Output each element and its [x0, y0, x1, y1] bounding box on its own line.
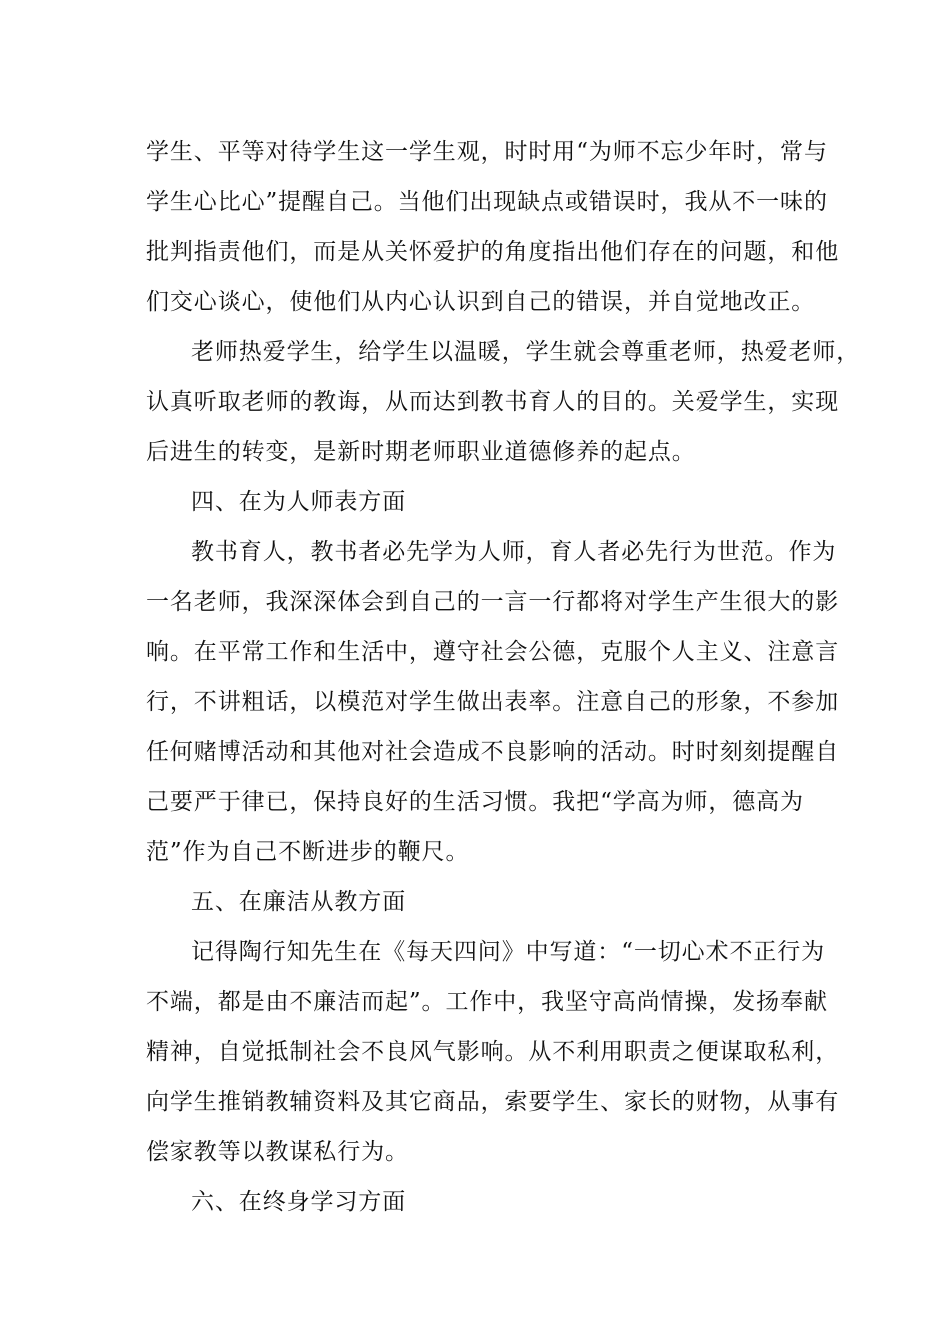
paragraph-line: 偿家教等以教谋私行为。 [146, 1139, 409, 1165]
paragraph-line: 认真听取老师的教诲，从而达到教书育人的目的。关爱学生，实现 [146, 389, 840, 415]
paragraph-line: 响。在平常工作和生活中，遵守社会公德，克服个人主义、注意言 [146, 639, 840, 665]
paragraph-line: 们交心谈心，使他们从内心认识到自己的错误，并自觉地改正。 [146, 289, 816, 315]
paragraph-line: 范”作为自己不断进步的鞭尺。 [146, 839, 470, 865]
paragraph-line: 教书育人，教书者必先学为人师，育人者必先行为世范。作为 [191, 539, 837, 565]
section-heading: 四、在为人师表方面 [191, 489, 407, 515]
paragraph-line: 己要严于律已，保持良好的生活习惯。我把“学高为师，德高为 [146, 789, 804, 815]
paragraph-line: 精神，自觉抵制社会不良风气影响。从不利用职责之便谋取私利， [146, 1039, 840, 1065]
section-heading: 六、在终身学习方面 [191, 1189, 407, 1215]
paragraph-line: 一名老师，我深深体会到自己的一言一行都将对学生产生很大的影 [146, 589, 840, 615]
paragraph-line: 不端，都是由不廉洁而起”。工作中，我坚守高尚情操，发扬奉献 [146, 989, 828, 1015]
paragraph-line: 批判指责他们，而是从关怀爱护的角度指出他们存在的问题，和他 [146, 239, 840, 265]
paragraph-line: 学生心比心”提醒自己。当他们出现缺点或错误时，我从不一味的 [146, 189, 828, 215]
paragraph-line: 学生、平等对待学生这一学生观，时时用“为师不忘少年时，常与 [146, 139, 828, 165]
paragraph-line: 行，不讲粗话，以模范对学生做出表率。注意自己的形象，不参加 [146, 689, 840, 715]
paragraph-line: 老师热爱学生，给学生以温暖，学生就会尊重老师，热爱老师， [191, 339, 861, 365]
paragraph-line: 记得陶行知先生在《每天四问》中写道：“一切心术不正行为 [191, 939, 826, 965]
section-heading: 五、在廉洁从教方面 [191, 889, 407, 915]
paragraph-line: 后进生的转变，是新时期老师职业道德修养的起点。 [146, 439, 696, 465]
paragraph-line: 任何赌博活动和其他对社会造成不良影响的活动。时时刻刻提醒自 [146, 739, 840, 765]
paragraph-line: 向学生推销教辅资料及其它商品，索要学生、家长的财物，从事有 [146, 1089, 840, 1115]
